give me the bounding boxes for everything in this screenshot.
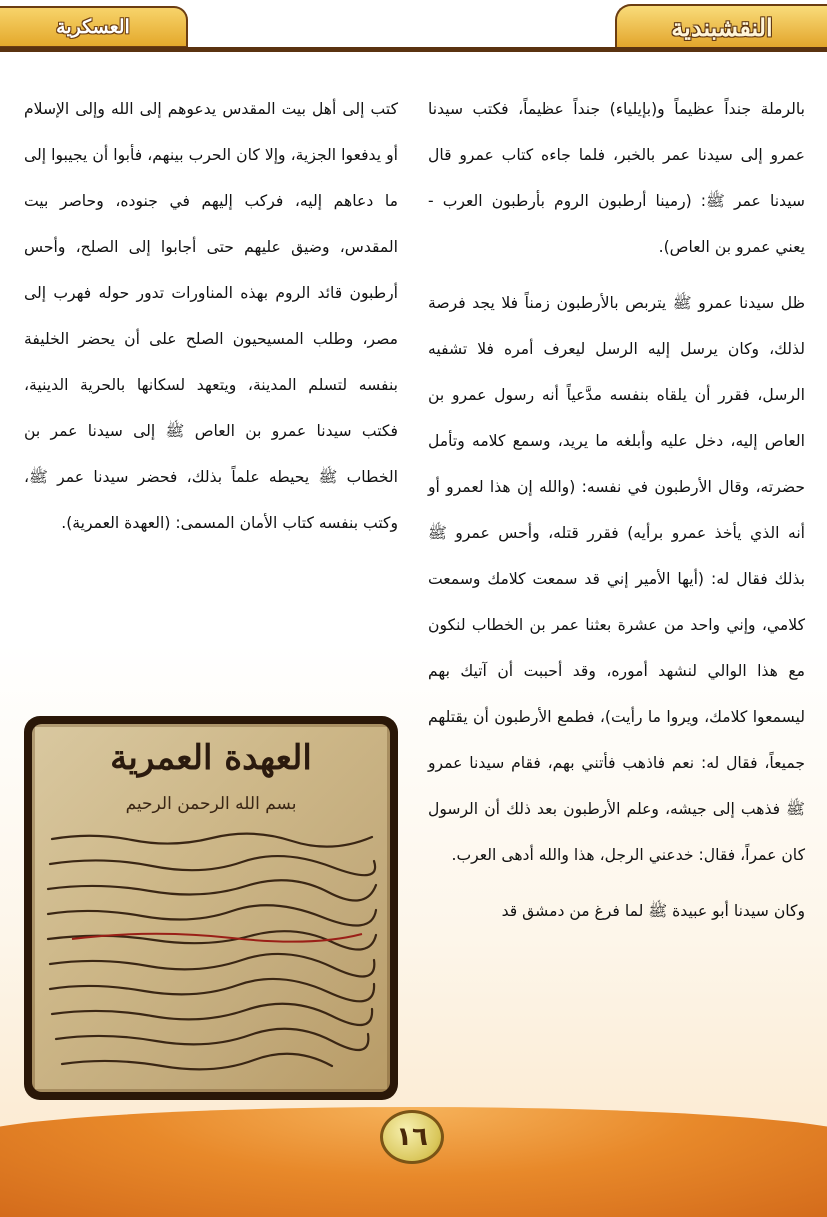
section-tab-label: العسكرية — [56, 16, 130, 38]
header-bar — [0, 0, 827, 52]
header-divider — [0, 47, 827, 52]
page-number: ١٦ — [380, 1110, 444, 1164]
manuscript-image — [24, 716, 398, 1100]
text-column-left — [24, 86, 398, 546]
paragraph: وكان سيدنا أبو عبيدة ﷺ لما فرغ من دمشق قد — [501, 902, 805, 920]
paragraph: ظل سيدنا عمرو ﷺ يتربص بالأرطبون زمناً فلا يجد فرصة لذلك، وكان يرسل إليه الرسل ليعرف أمره فلا تشفيه الرسل، فقرر أن يلقاه بنفسه مدَّعياً أنه رسول عمرو بن العاص إليه، دخل عليه وأبلغه ما يريد، وسمع كلامه وتأمل حضرته، وقال الأرطبون في نفسه: (والله إن هذا لعمرو أو أنه الذي يأخذ عمرو برأيه) فقرر قتله، وأحس عمرو ﷺ بذلك فقال له: (أيها الأمير إني قد سمعت كلامك وسمعت كلامي، وإني واحد من عشرة بعثنا عمر بن الخطاب لنكون مع هذا الوالي لنشهد أموره، وقد أحببت أن آتيك بهم ليسمعوا كلامك، ويروا ما رأيت)، فطمع الأرطبون أن يقتلهم جميعاً، فقال له: نعم فاذهب فأتني بهم، فقام سيدنا عمرو ﷺ فذهب إلى جيشه، وعلم الأرطبون بعد ذلك أن الرسول كان عمراً، فقال: خدعني الرجل، هذا والله أدهى العرب. — [428, 294, 805, 864]
paragraph: بالرملة جنداً عظيماً و(بإيلياء) جنداً عظيماً، فكتب سيدنا عمرو إلى سيدنا عمر بالخبر، فلما جاءه كتاب عمرو قال سيدنا عمر ﷺ: (رمينا أرطبون الروم بأرطبون العرب - يعني عمرو بن العاص). — [428, 100, 805, 256]
manuscript-script-lines — [32, 724, 390, 1092]
section-tab-naqshbandi — [615, 4, 827, 50]
text-column-right — [428, 86, 805, 934]
manuscript-title: العهدة العمرية — [110, 738, 312, 778]
paragraph: كتب إلى أهل بيت المقدس يدعوهم إلى الله وإلى الإسلام أو يدفعوا الجزية، وإلا كان الحرب بينهم، فأبوا أن يجيبوا إلى ما دعاهم إليه، فركب إليهم في جنوده، وحاصر بيت المقدس، وضيق عليهم حتى أجابوا إلى الصلح، وأحس أرطبون قائد الروم بهذه المناورات تدور حوله فهرب إلى مصر، وطلب المسيحيون الصلح على أن يحضر الخليفة بنفسه لتسلم المدينة، ويتعهد لسكانها بالحرية الدينية، فكتب سيدنا عمرو بن العاص ﷺ إلى سيدنا عمر بن الخطاب ﷺ يحيطه علماً بذلك، فحضر سيدنا عمر ﷺ، وكتب بنفسه كتاب الأمان المسمى: (العهدة العمرية). — [24, 100, 398, 532]
section-tab-military — [0, 6, 188, 48]
manuscript-paper — [32, 724, 390, 1092]
manuscript-basmala: بسم الله الرحمن الرحيم — [125, 794, 297, 814]
section-tab-label: النقشبندية — [671, 12, 773, 42]
